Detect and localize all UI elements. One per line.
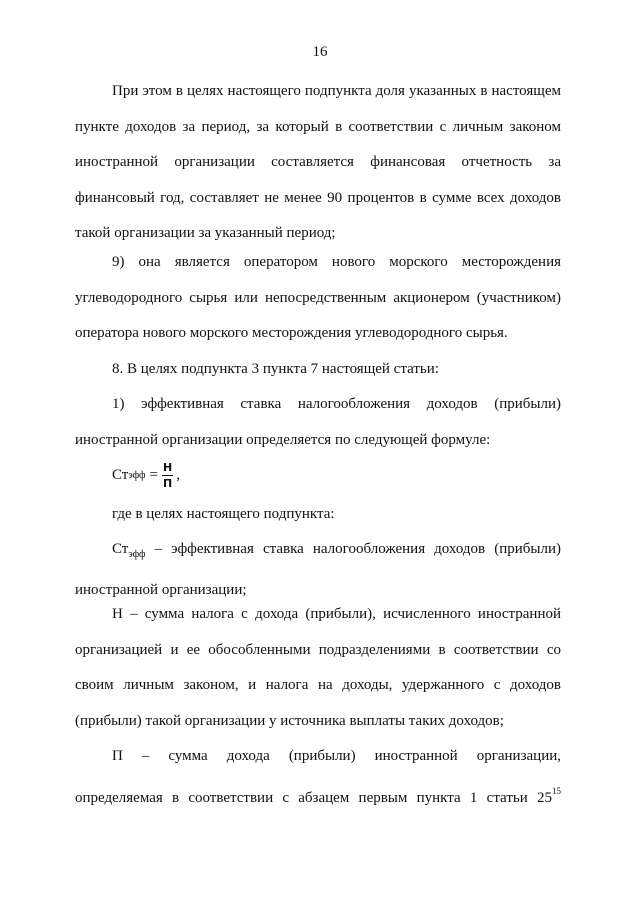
formula-tail: , <box>176 466 180 483</box>
paragraph-definition-n: Н – сумма налога с дохода (прибыли), исчисленного иностранной организацией и ее обособленными подразделениями в соответствии со своим личным законом, и налога на доходы, удержанного с доходов (прибыли) такой организации у источника выплаты таких доходов; <box>75 606 561 729</box>
paragraph-definition-p-line1: П – сумма дохода (прибыли) иностранной организации, <box>112 748 561 764</box>
definition-text: – эффективная ставка налогообложения доходов (прибыли) иностранной организации; <box>75 541 561 598</box>
definition-subscript: эфф <box>128 549 146 560</box>
page-number: 16 <box>312 44 328 60</box>
paragraph-point-8: 8. В целях подпункта 3 пункта 7 настоящей статьи: <box>112 361 439 377</box>
formula-fraction <box>162 461 173 490</box>
article-superscript: 15 <box>552 786 561 796</box>
formula-equals: = <box>149 466 158 483</box>
formula-numerator: Н <box>162 460 173 474</box>
effective-rate-formula <box>112 456 180 494</box>
formula-denominator: П <box>162 476 173 490</box>
definition-symbol: Ст <box>112 541 129 557</box>
formula-subscript: эфф <box>128 469 146 481</box>
paragraph-item-9: 9) она является оператором нового морского месторождения углеводородного сырья или непосредственным акционером (участником) оператора нового морского месторождения углеводородного сырья. <box>75 254 561 341</box>
paragraph-where: где в целях настоящего подпункта: <box>112 506 335 522</box>
paragraph-share-of-income: При этом в целях настоящего подпункта доля указанных в настоящем пункте доходов за период, за который в соответствии с личным законом иностранной организации составляется финансовая отчетность за финансовый год, составляет не менее 90 процентов в сумме всех доходов такой организации за указанный период; <box>75 83 561 241</box>
paragraph-definition-p-line2 <box>75 774 561 817</box>
formula-symbol: Ст <box>112 466 129 483</box>
paragraph-item-1-effective-rate: 1) эффективная ставка налогообложения доходов (прибыли) иностранной организации определяется по следующей формуле: <box>75 396 561 448</box>
definition-p-text: определяемая в соответствии с абзацем первым пункта 1 статьи 25 <box>75 790 552 806</box>
